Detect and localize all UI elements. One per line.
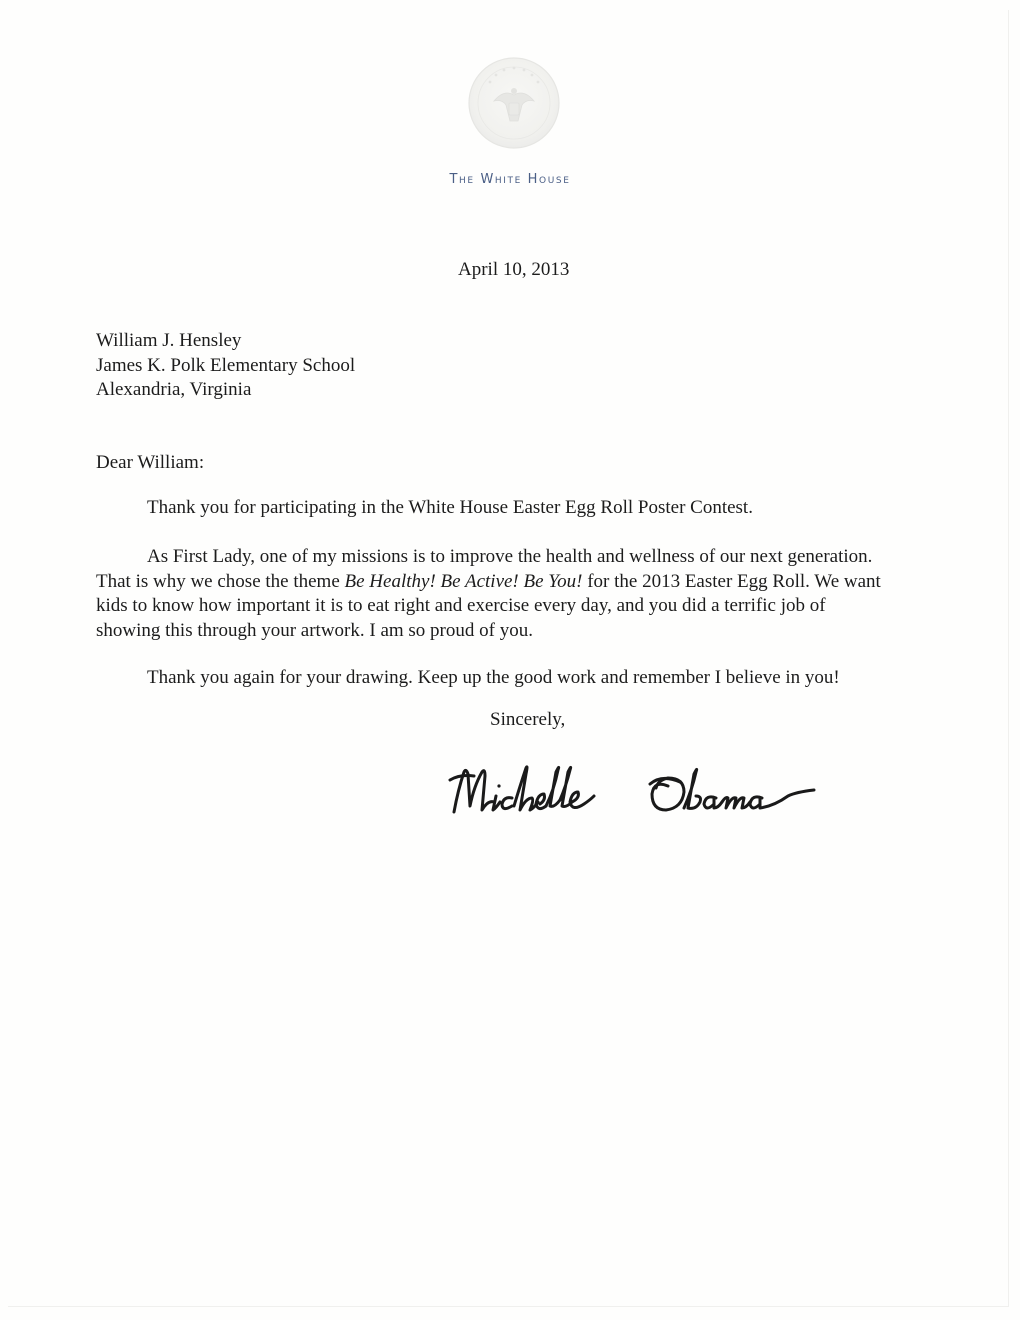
recipient-address <box>96 329 355 403</box>
recipient-name: William J. Hensley <box>96 330 242 351</box>
theme-text: Be Healthy! Be Active! Be You! <box>344 570 583 592</box>
paragraph-2-line-1: As First Lady, one of my missions is to improve the health and wellness of our next generation. <box>147 546 873 567</box>
paragraph-2-line-4: showing this through your artwork. I am so proud of you. <box>96 619 533 641</box>
closing: Sincerely, <box>490 709 566 730</box>
body-paragraph-2 <box>96 545 881 643</box>
body-paragraph-3: Thank you again for your drawing. Keep up the good work and remember I believe in you! <box>147 667 840 688</box>
salutation: Dear William: <box>96 452 205 473</box>
paragraph-2-line-2 <box>96 570 881 595</box>
embossed-seal-icon <box>466 55 562 151</box>
letter-date: April 10, 2013 <box>458 259 570 280</box>
recipient-organization: James K. Polk Elementary School <box>96 354 356 376</box>
page-edge <box>8 10 1009 1307</box>
recipient-location: Alexandria, Virginia <box>96 379 252 400</box>
letterhead-title: The White House <box>449 172 571 187</box>
paragraph-2-line-2-start: That is why we chose the theme <box>96 570 345 592</box>
paragraph-2-line-2-end: for the 2013 Easter Egg Roll. We want <box>582 570 881 592</box>
body-paragraph-1: Thank you for participating in the White House Easter Egg Roll Poster Contest. <box>147 497 753 518</box>
paragraph-2-line-3: kids to know how important it is to eat right and exercise every day, and you did a terrific job of <box>96 595 826 616</box>
signature-icon <box>444 760 844 830</box>
